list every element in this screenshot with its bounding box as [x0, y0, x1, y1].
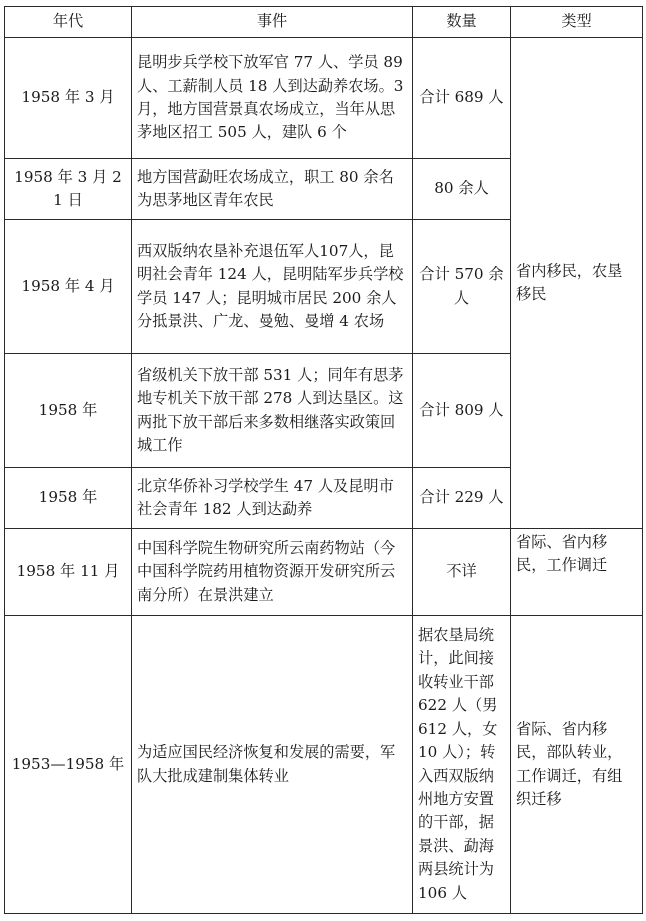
header-quantity: 数量: [413, 7, 511, 38]
row-event: 地方国营勐旺农场成立，职工 80 余名为思茅地区青年农民: [132, 159, 413, 220]
table-row: [5, 616, 643, 914]
row-quantity: 合计 689 人: [413, 38, 511, 159]
row-date: 1958 年 3 月: [5, 38, 132, 159]
row-quantity: 合计 570 余人: [413, 220, 511, 354]
header-event: 事件: [132, 7, 413, 38]
row-date: 1958 年 4 月: [5, 220, 132, 354]
table-row: [5, 529, 643, 616]
row-quantity: 合计 229 人: [413, 468, 511, 529]
row-quantity: 合计 809 人: [413, 354, 511, 468]
row-quantity: 不详: [413, 529, 511, 616]
row-event: 西双版纳农垦补充退伍军人107人，昆明社会青年 124 人，昆明陆军步兵学校学员 147 人；昆明城市居民 200 余人分抵景洪、广龙、曼勉、曼增 4 农场: [132, 220, 413, 354]
row-date: 1958 年 11 月: [5, 529, 132, 616]
row-event: 昆明步兵学校下放军官 77 人、学员 89 人、工薪制人员 18 人到达勐养农场。3 月，地方国营景真农场成立，当年从思茅地区招工 505 人，建队 6 个: [132, 38, 413, 159]
row-date: 1953—1958 年: [5, 616, 132, 914]
row-date: 1958 年: [5, 354, 132, 468]
row-event: 中国科学院生物研究所云南药物站（今中国科学院药用植物资源开发研究所云南分所）在景洪建立: [132, 529, 413, 616]
row-date: 1958 年 3 月 21 日: [5, 159, 132, 220]
row-type: 省际、省内移民，工作调迁: [511, 529, 643, 616]
table-row: [5, 38, 643, 159]
header-type: 类型: [511, 7, 643, 38]
row-event: 省级机关下放干部 531 人；同年有思茅地专机关下放干部 278 人到达垦区。这两批下放干部后来多数相继落实政策回城工作: [132, 354, 413, 468]
row-quantity: 据农垦局统计，此间接收转业干部 622 人（男 612 人，女 10 人）；转入西双版纳州地方安置的干部，据景洪、勐海两县统计为 106 人: [413, 616, 511, 914]
row-event: 北京华侨补习学校学生 47 人及昆明市社会青年 182 人到达勐养: [132, 468, 413, 529]
row-type: 省际、省内移民，部队转业，工作调迁，有组织迁移: [511, 616, 643, 914]
row-quantity: 80 余人: [413, 159, 511, 220]
row-event: 为适应国民经济恢复和发展的需要，军队大批成建制集体转业: [132, 616, 413, 914]
header-row: [5, 7, 643, 38]
header-date: 年代: [5, 7, 132, 38]
migration-table: [4, 6, 643, 914]
merged-type-cell: 省内移民，农垦移民: [511, 38, 643, 529]
row-date: 1958 年: [5, 468, 132, 529]
